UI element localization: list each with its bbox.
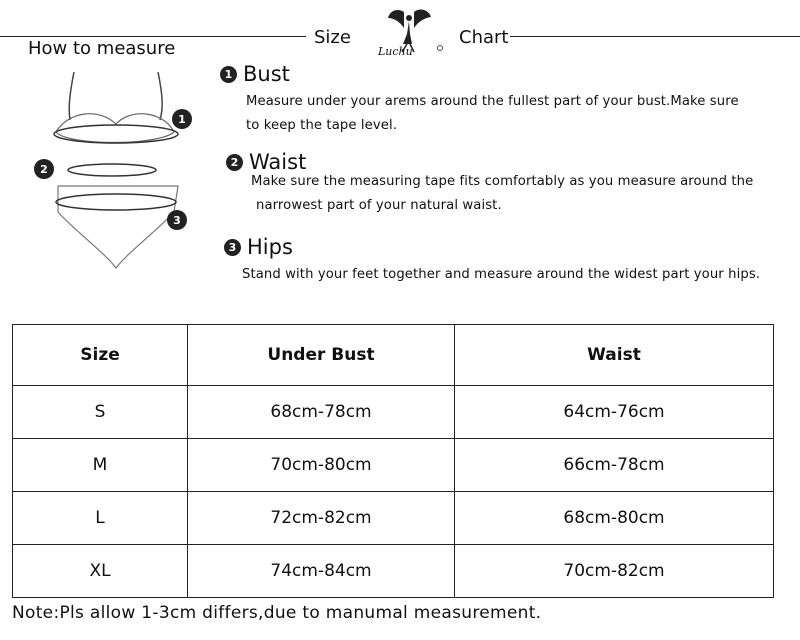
step-bust-title <box>220 62 290 86</box>
cell-waist: 70cm-82cm <box>455 545 774 598</box>
table-header-row <box>13 325 774 386</box>
svg-text:3: 3 <box>173 214 181 227</box>
svg-text:2: 2 <box>40 163 48 176</box>
header-chart-text: Chart <box>459 27 509 48</box>
cell-waist: 68cm-80cm <box>455 492 774 545</box>
bust-line1: Measure under your arems around the fullest part of your bust.Make sure <box>246 94 739 109</box>
number-3-icon: 3 <box>224 239 241 256</box>
how-to-measure-title: How to measure <box>28 38 176 59</box>
number-2-icon: 2 <box>226 154 243 171</box>
marker-2 <box>34 159 54 179</box>
header-size-text: Size <box>314 27 351 48</box>
number-1-icon: 1 <box>220 66 237 83</box>
step-hips-description <box>242 263 760 287</box>
waist-line1: Make sure the measuring tape fits comfortably as you measure around the <box>251 174 754 189</box>
hip-tape <box>56 194 176 210</box>
logo-text: Luchu <box>378 45 413 58</box>
waist-title-text: Waist <box>249 150 307 174</box>
hips-title-text: Hips <box>247 235 293 259</box>
header-size: Size <box>13 325 188 386</box>
hips-line1: Stand with your feet together and measure around the widest part your hips. <box>242 267 761 282</box>
measurement-note: Note:Pls allow 1-3cm differs,due to manumal measurement. <box>12 603 542 623</box>
bust-line2: to keep the tape level. <box>246 118 397 133</box>
marker-1 <box>172 109 192 129</box>
bust-tape <box>54 125 178 143</box>
marker-3 <box>167 210 187 230</box>
cell-size: XL <box>13 545 188 598</box>
cell-waist: 64cm-76cm <box>455 386 774 439</box>
table-row <box>13 439 774 492</box>
cell-under-bust: 68cm-78cm <box>188 386 455 439</box>
cell-size: M <box>13 439 188 492</box>
table-row <box>13 492 774 545</box>
svg-text:1: 1 <box>178 113 186 126</box>
table-row <box>13 386 774 439</box>
body-measurement-figure <box>28 62 198 276</box>
bust-title-text: Bust <box>243 62 290 86</box>
header-rule-right <box>510 36 800 37</box>
step-waist-description <box>251 170 753 218</box>
cell-size: S <box>13 386 188 439</box>
cell-waist: 66cm-78cm <box>455 439 774 492</box>
waist-tape <box>68 164 156 176</box>
size-table <box>12 324 774 598</box>
cell-under-bust: 74cm-84cm <box>188 545 455 598</box>
step-hips-title <box>224 235 293 259</box>
step-bust-description <box>246 90 739 138</box>
cell-under-bust: 70cm-80cm <box>188 439 455 492</box>
cell-size: L <box>13 492 188 545</box>
table-row <box>13 545 774 598</box>
cell-under-bust: 72cm-82cm <box>188 492 455 545</box>
header-under-bust: Under Bust <box>188 325 455 386</box>
header-waist: Waist <box>455 325 774 386</box>
header-rule-left <box>0 36 306 37</box>
waist-line2: narrowest part of your natural waist. <box>256 198 502 213</box>
